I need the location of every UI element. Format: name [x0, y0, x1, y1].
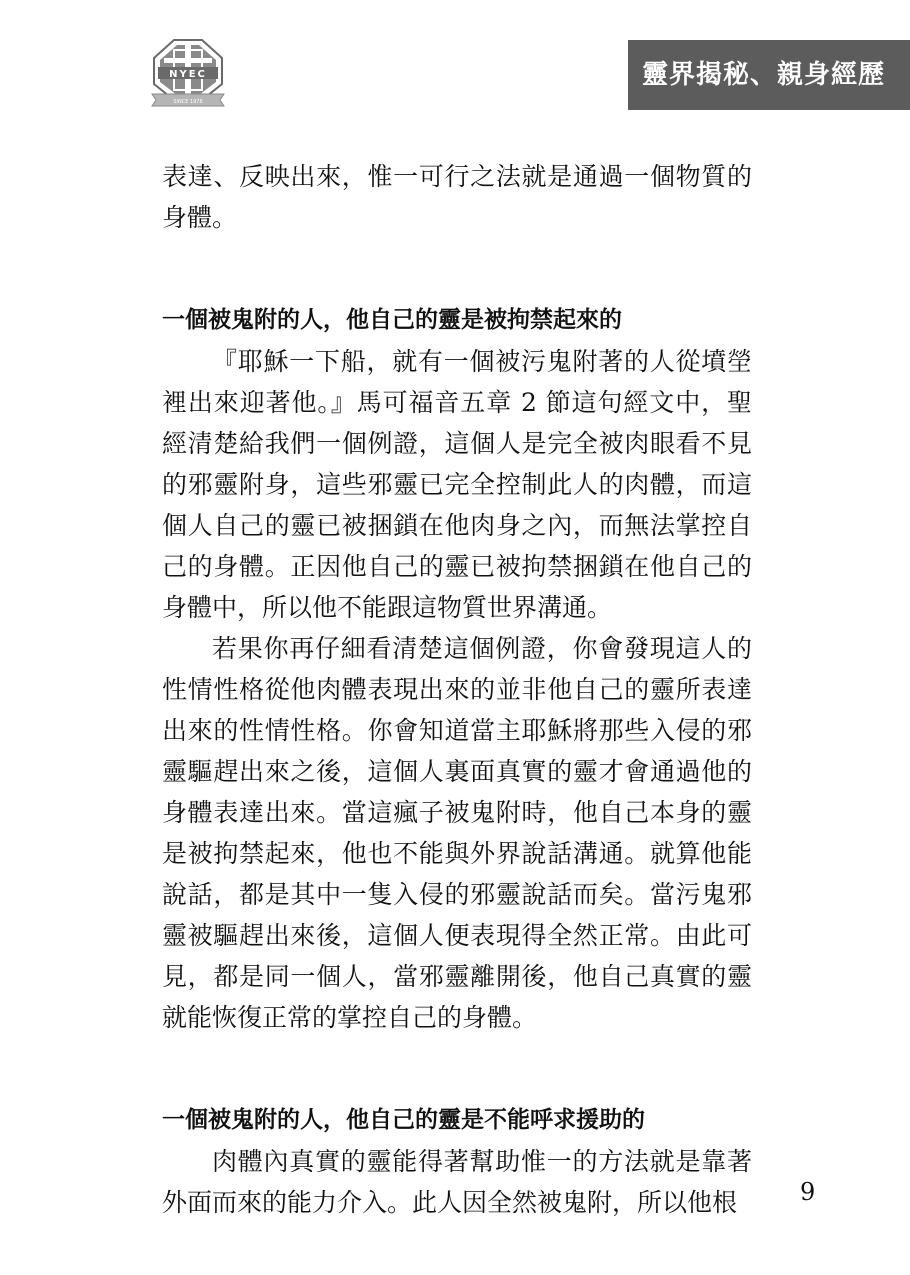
- section1-paragraph: 若果你再仔細看清楚這個例證，你會發現這人的性情性格從他肉體表現出來的並非他自己的靈所表達出來的性情性格。你會知道當主耶穌將那些入侵的邪靈驅趕出來之後，這個人裏面真實的靈才會通過他的身體表達出來。當這瘋子被鬼附時，他自己本身的靈是被拘禁起來，他也不能與外界說話溝通。就算他能說話，都是其中一隻入侵的邪靈說話而矣。當污鬼邪靈被驅趕出來後，這個人便表現得全然正常。由此可見，都是同一個人，當邪靈離開後，他自己真實的靈就能恢復正常的掌控自己的身體。: [162, 634, 752, 1032]
- svg-text:SINCE 1978: SINCE 1978: [173, 99, 203, 105]
- intro-paragraph: 表達、反映出來，惟一可行之法就是通過一個物質的身體。: [162, 162, 752, 232]
- section-gap: [162, 238, 752, 300]
- section1-heading: 一個被鬼附的人，他自己的靈是被拘禁起來的: [162, 307, 622, 333]
- section2-heading: 一個被鬼附的人，他自己的靈是不能呼求援助的: [162, 1107, 645, 1133]
- section1-paragraph: 『耶穌一下船，就有一個被污鬼附著的人從墳塋裡出來迎著他。』馬可福音五章 2 節這句經文中，聖經清楚給我們一個例證，這個人是完全被肉眼看不見的邪靈附身，這些邪靈已完全控制此人的肉體，而這個人自己的靈已被捆鎖在他肉身之內，而無法掌控自己的身體。正因他自己的靈已被拘禁捆鎖在他自己的身體中，所以他不能跟這物質世界溝通。: [162, 347, 752, 622]
- section-gap: [162, 1038, 752, 1100]
- svg-text:NYEC: NYEC: [169, 69, 207, 80]
- page-number: 9: [800, 1178, 816, 1206]
- section2-paragraph: 肉體內真實的靈能得著幫助惟一的方法就是靠著外面而來的能力介入。此人因全然被鬼附，所以他根: [162, 1147, 752, 1217]
- page-content: [162, 156, 752, 1223]
- nyec-logo-emblem-icon: [150, 38, 226, 108]
- nyec-logo: [150, 38, 226, 108]
- chapter-title: 靈界揭秘、親身經歷: [642, 60, 886, 90]
- chapter-title-box: [628, 40, 910, 110]
